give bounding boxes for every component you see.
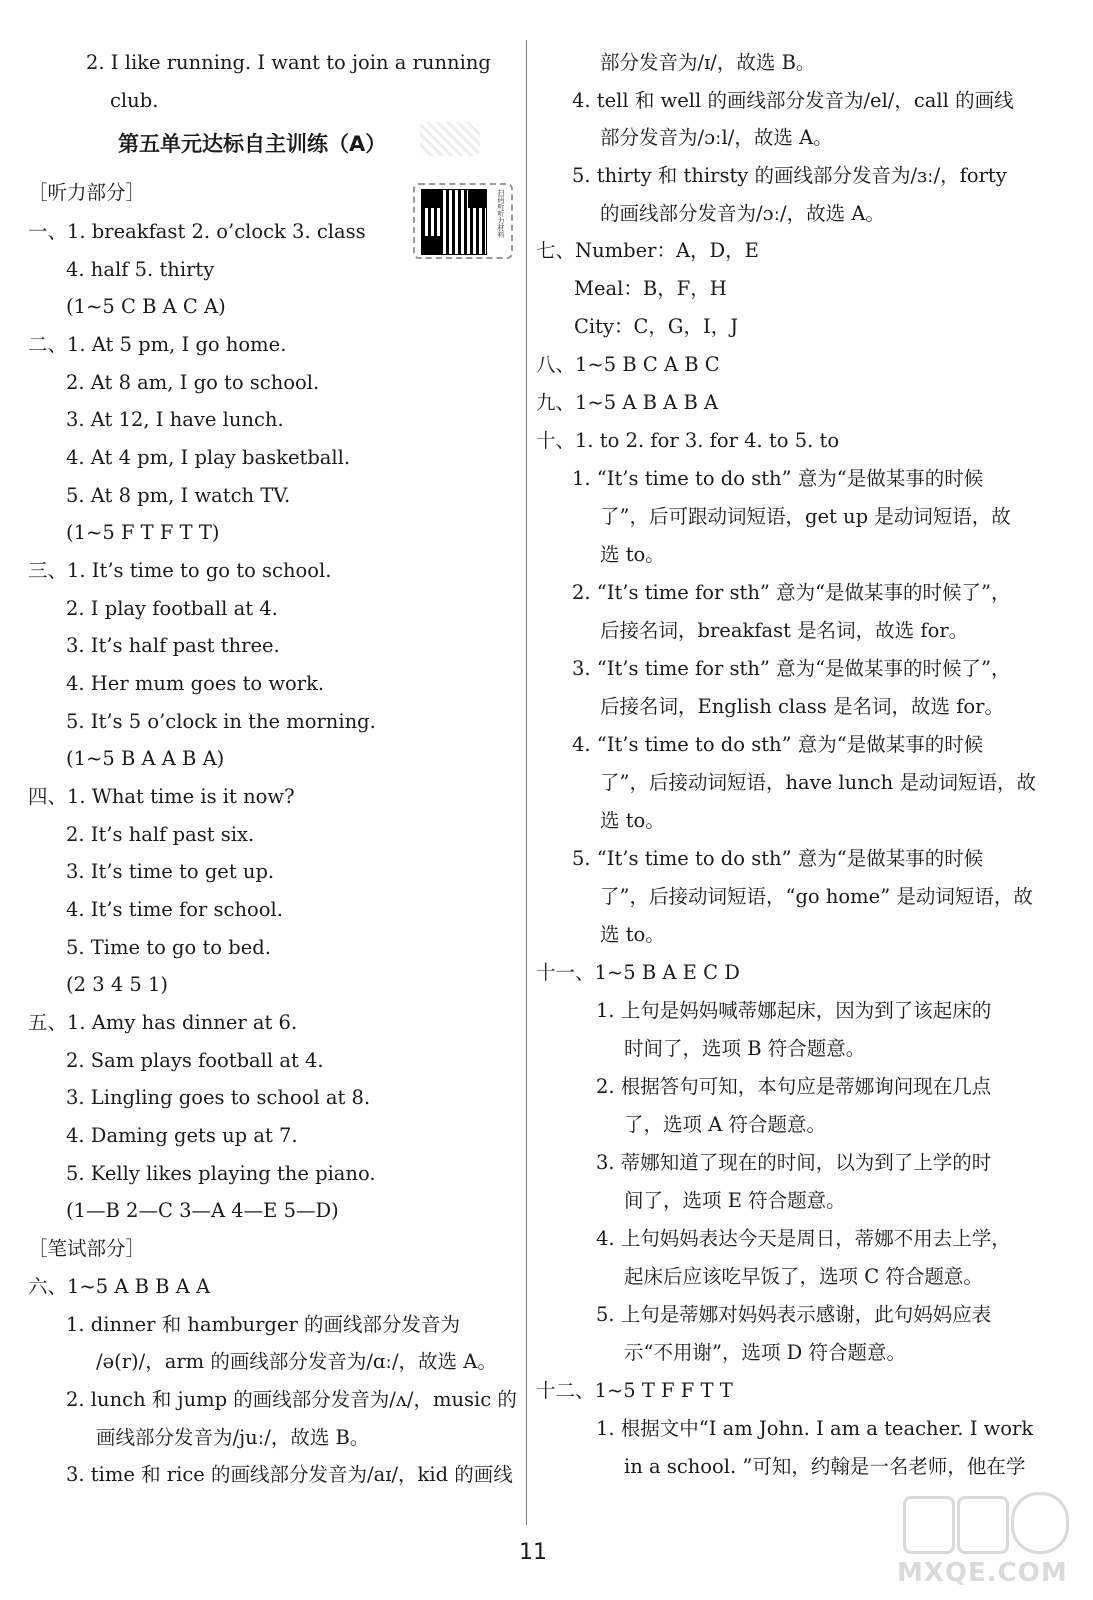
- answer-line: 间了，选项 E 符合题意。: [624, 1189, 846, 1212]
- answer-line: (1—B 2—C 3—A 4—E 5—D): [66, 1199, 339, 1222]
- answer-line: 2. I play football at 4.: [66, 597, 278, 620]
- answer-line: 八、1~5 B C A B C: [536, 353, 720, 376]
- answer-line: 3. “It’s time for sth” 意为“是做某事的时候了”，: [572, 657, 1011, 680]
- answer-line: 了”，后可跟动词短语，get up 是动词短语，故: [600, 505, 1011, 528]
- answer-line: ［听力部分］: [28, 181, 146, 204]
- watermark-logo: [895, 1488, 1070, 1593]
- answer-line: 3. At 12, I have lunch.: [66, 408, 284, 431]
- watermark-text: MXQE.COM: [897, 1558, 1068, 1588]
- answer-line: 六、1~5 A B B A A: [28, 1275, 211, 1298]
- answer-line: 4. Her mum goes to work.: [66, 672, 325, 695]
- answer-line: 时间了，选项 B 符合题意。: [624, 1037, 866, 1060]
- answer-line: 1. 根据文中“I am John. I am a teacher. I work: [596, 1417, 1034, 1440]
- answer-line: 了，选项 A 符合题意。: [624, 1113, 826, 1136]
- answer-line: 后接名词，English class 是名词，故选 for。: [600, 695, 1004, 718]
- answer-line: 1. “It’s time to do sth” 意为“是做某事的时候: [572, 467, 984, 490]
- answer-line: 了”，后接动词短语，“go home” 是动词短语，故: [600, 885, 1033, 908]
- answer-line: 部分发音为/ɔːl/，故选 A。: [600, 126, 833, 149]
- qr-code-icon[interactable]: [421, 189, 487, 255]
- answer-line: 4. Daming gets up at 7.: [66, 1124, 298, 1147]
- answer-line: 3. Lingling goes to school at 8.: [66, 1086, 371, 1109]
- answer-line: 4. 上句妈妈表达今天是周日，蒂娜不用去上学，: [596, 1227, 1011, 1250]
- answer-line: 十一、1~5 B A E C D: [536, 961, 740, 984]
- answer-line: 5. It’s 5 o’clock in the morning.: [66, 710, 376, 733]
- answer-line: 2. lunch 和 jump 的画线部分发音为/ʌ/，music 的: [66, 1388, 517, 1411]
- answer-line: (1~5 C B A C A): [66, 295, 226, 318]
- answer-line: in a school. ”可知，约翰是一名老师，他在学: [624, 1455, 1026, 1478]
- answer-line: 选 to。: [600, 543, 665, 566]
- answer-line: 后接名词，breakfast 是名词，故选 for。: [600, 619, 969, 642]
- answer-line: 4. It’s time for school.: [66, 898, 283, 921]
- answer-line: 5. “It’s time to do sth” 意为“是做某事的时候: [572, 847, 984, 870]
- answer-line: club.: [110, 89, 159, 112]
- answer-line: 九、1~5 A B A B A: [536, 391, 719, 414]
- answer-line: 部分发音为/ɪ/，故选 B。: [600, 51, 816, 74]
- answer-line: 示“不用谢”，选项 D 符合题意。: [624, 1341, 906, 1364]
- answer-line: 4. At 4 pm, I play basketball.: [66, 446, 351, 469]
- answer-line: 3. It’s time to get up.: [66, 860, 275, 883]
- answer-line: 5. Time to go to bed.: [66, 936, 271, 959]
- answer-line: 2. Sam plays football at 4.: [66, 1049, 324, 1072]
- answer-line: City：C，G，I，J: [574, 315, 739, 338]
- answer-line: 3. 蒂娜知道了现在的时间，以为到了上学的时: [596, 1151, 992, 1174]
- section-title: 第五单元达标自主训练（A）: [118, 132, 387, 156]
- answer-line: 5. 上句是蒂娜对妈妈表示感谢，此句妈妈应表: [596, 1303, 992, 1326]
- qr-code-box[interactable]: [413, 183, 513, 259]
- answer-line: 4. “It’s time to do sth” 意为“是做某事的时候: [572, 733, 984, 756]
- answer-line: 起床后应该吃早饭了，选项 C 符合题意。: [624, 1265, 983, 1288]
- answer-line: 2. I like running. I want to join a running: [86, 51, 491, 74]
- answer-line: (1~5 B A A B A): [66, 747, 225, 770]
- answer-line: 了”，后接动词短语，have lunch 是动词短语，故: [600, 771, 1036, 794]
- answer-line: 画线部分发音为/juː/，故选 B。: [96, 1426, 370, 1449]
- answer-line: 2. At 8 am, I go to school.: [66, 371, 320, 394]
- answer-line: 七、Number：A，D，E: [536, 239, 759, 262]
- decorative-stamp: [420, 122, 480, 156]
- answer-line: 3. time 和 rice 的画线部分发音为/aɪ/，kid 的画线: [66, 1463, 513, 1486]
- answer-line: 1. dinner 和 hamburger 的画线部分发音为: [66, 1313, 460, 1336]
- answer-line: (1~5 F T F T T): [66, 521, 220, 544]
- answer-line: 选 to。: [600, 809, 665, 832]
- answer-line: ［笔试部分］: [28, 1237, 146, 1260]
- answer-line: (2 3 4 5 1): [66, 973, 169, 996]
- answer-line: 2. 根据答句可知，本句应是蒂娜询问现在几点: [596, 1075, 992, 1098]
- watermark-glyph-circle: [1011, 1492, 1069, 1554]
- answer-line: /ə(r)/，arm 的画线部分发音为/ɑː/，故选 A。: [96, 1350, 497, 1373]
- answer-line: 4. tell 和 well 的画线部分发音为/el/，call 的画线: [572, 89, 1014, 112]
- answer-line: 二、1. At 5 pm, I go home.: [28, 333, 287, 356]
- column-divider: [526, 40, 527, 1525]
- answer-line: 的画线部分发音为/ɔː/，故选 A。: [600, 202, 885, 225]
- answer-line: 3. It’s half past three.: [66, 634, 280, 657]
- answer-line: 5. thirty 和 thirsty 的画线部分发音为/ɜː/，forty: [572, 164, 1007, 187]
- answer-line: 5. Kelly likes playing the piano.: [66, 1162, 376, 1185]
- answer-line: 2. It’s half past six.: [66, 823, 255, 846]
- answer-line: 十二、1~5 T F F T T: [536, 1379, 733, 1402]
- answer-line: 2. “It’s time for sth” 意为“是做某事的时候了”，: [572, 581, 1011, 604]
- qr-caption: 扫码听听力材料: [497, 189, 505, 238]
- answer-line: Meal：B，F，H: [574, 277, 727, 300]
- answer-line: 四、1. What time is it now?: [28, 785, 295, 808]
- watermark-glyph-box: [903, 1496, 955, 1554]
- answer-line: 选 to。: [600, 923, 665, 946]
- answer-line: 五、1. Amy has dinner at 6.: [28, 1011, 298, 1034]
- answer-line: 三、1. It’s time to go to school.: [28, 559, 332, 582]
- answer-line: 十、1. to 2. for 3. for 4. to 5. to: [536, 429, 840, 452]
- answer-line: 5. At 8 pm, I watch TV.: [66, 484, 291, 507]
- page-number: 11: [519, 1540, 547, 1565]
- answer-line: 1. 上句是妈妈喊蒂娜起床，因为到了该起床的: [596, 999, 992, 1022]
- answer-line: 4. half 5. thirty: [66, 258, 215, 281]
- watermark-glyph-box: [957, 1496, 1009, 1554]
- answer-line: 一、1. breakfast 2. o’clock 3. class: [28, 220, 366, 243]
